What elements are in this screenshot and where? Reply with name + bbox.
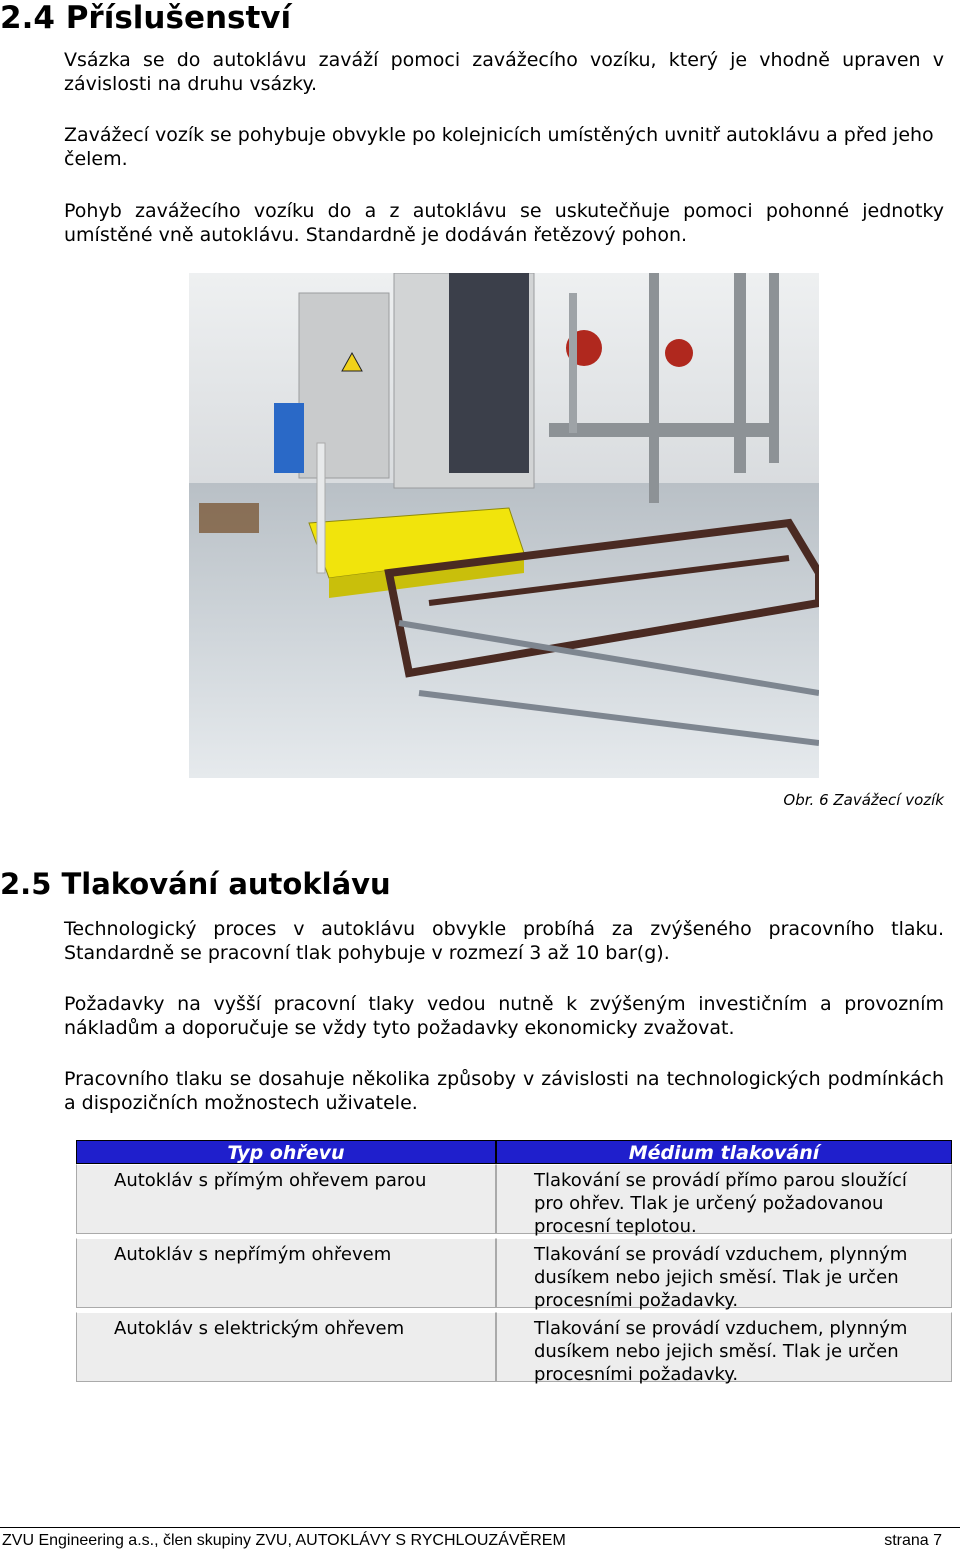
footer-company: ZVU Engineering a.s., člen skupiny ZVU, AUTOKLÁVY S RYCHLOUZÁVĚREM — [2, 1532, 566, 1549]
paragraph-pressure-methods: Pracovního tlaku se dosahuje několika způsoby v závislosti na technologických podmínkách a dispozičních možnostech uživatele. — [64, 1068, 944, 1114]
table-cell-medium-electric: Tlakování se provádí vzduchem, plynným dusíkem nebo jejich směsí. Tlak je určen procesními požadavky. — [496, 1312, 952, 1382]
paragraph-higher-pressure: Požadavky na vyšší pracovní tlaky vedou nutně k zvýšeným investičním a provozním nákladům a doporučuje se vždy tyto požadavky ekonomicky zvažovat. — [64, 993, 944, 1039]
paragraph-charging: Vsázka se do autoklávu zaváží pomoci zavážecího vozíku, který je vhodně upraven v závislosti na druhu vsázky. — [64, 49, 944, 95]
paragraph-rails: Zavážecí vozík se pohybuje obvykle po kolejnicích umístěných uvnitř autoklávu a před jeho čelem. — [64, 124, 934, 170]
heating-type-column — [76, 1140, 496, 1382]
table-cell-medium-indirect: Tlakování se provádí vzduchem, plynným dusíkem nebo jejich směsí. Tlak je určen procesními požadavky. — [496, 1238, 952, 1308]
pressurization-medium-column — [496, 1140, 952, 1385]
section-heading-accessories: 2.4 Příslušenství — [0, 0, 292, 36]
paragraph-process-pressure: Technologický proces v autoklávu obvykle probíhá za zvýšeného pracovního tlaku. Standardně se pracovní tlak pohybuje v rozmezí 3 až 10 bar(g). — [64, 918, 944, 964]
table-cell-heating-steam: Autokláv s přímým ohřevem parou — [76, 1164, 496, 1234]
loading-cart-photo — [189, 273, 819, 778]
table-cell-heating-electric: Autokláv s elektrickým ohřevem — [76, 1312, 496, 1382]
figure-caption: Obr. 6 Zavážecí vozík — [783, 791, 944, 809]
table-header-heating-type: Typ ohřevu — [76, 1140, 496, 1164]
footer-divider — [0, 1527, 960, 1528]
table-cell-heating-indirect: Autokláv s nepřímým ohřevem — [76, 1238, 496, 1308]
table-cell-medium-steam: Tlakování se provádí přímo parou sloužící pro ohřev. Tlak je určený požadovanou procesní teplotou. — [496, 1164, 952, 1234]
paragraph-drive: Pohyb zavážecího vozíku do a z autoklávu se uskutečňuje pomoci pohonné jednotky umístěné vně autoklávu. Standardně je dodáván řetězový pohon. — [64, 200, 944, 246]
page-number: strana 7 — [884, 1532, 942, 1549]
section-heading-pressurization: 2.5 Tlakování autoklávu — [0, 867, 391, 901]
table-header-medium: Médium tlakování — [496, 1140, 952, 1164]
